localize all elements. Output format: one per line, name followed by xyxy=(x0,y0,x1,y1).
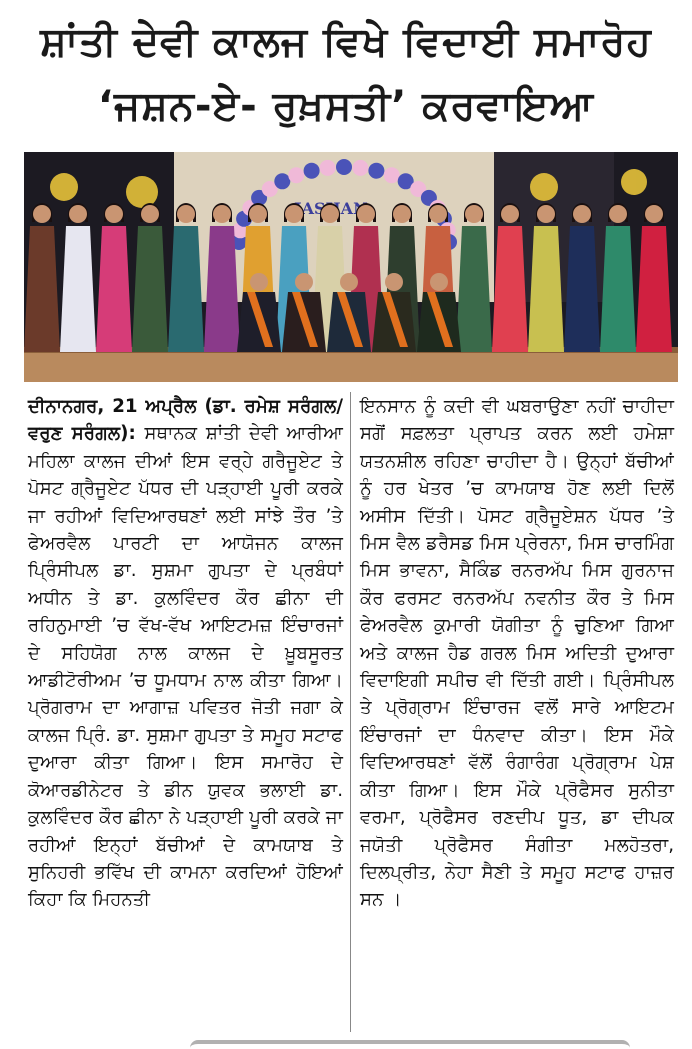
column-divider xyxy=(350,392,351,1032)
headline-line-1: ਸ਼ਾਂਤੀ ਦੇਵੀ ਕਾਲਜ ਵਿਖੇ ਵਿਦਾਈ ਸਮਾਰੋਹ xyxy=(40,19,652,65)
headline-line-2: ‘ਜਸ਼ਨ-ਏ- ਰੁਖ਼ਸਤੀ’ ਕਰਵਾਇਆ xyxy=(97,83,595,129)
balloon xyxy=(352,160,368,176)
balloon xyxy=(288,167,304,183)
group-photo-illustration xyxy=(24,152,678,382)
balloon xyxy=(274,173,290,189)
article-column-left xyxy=(28,393,343,914)
balloon xyxy=(304,163,320,179)
next-article-cutoff xyxy=(190,1040,630,1049)
balloon xyxy=(320,160,336,176)
article-column-right xyxy=(360,393,674,914)
article-body-right: ਇਨਸਾਨ ਨੂੰ ਕਦੀ ਵੀ ਘਬਰਾਉਣਾ ਨਹੀਂ ਚਾਹੀਦਾ ਸਗੋਂ ਸਫ਼ਲਤਾ ਪ੍ਰਾਪਤ ਕਰਨ ਲਈ ਹਮੇਸ਼ਾ ਯਤਨਸ਼ੀਲ ਰਹਿਣਾ ਚਾਹੀਦਾ ਹੈ। ਉਨ੍ਹਾਂ ਬੱਚੀਆਂ ਨੂੰ ਹਰ ਖੇਤਰ ’ਚ ਕਾਮਯਾਬ ਹੋਣ ਲਈ ਦਿਲੋਂ ਅਸੀਸ ਦਿੱਤੀ। ਪੋਸਟ ਗ੍ਰੈਜੂਏਸ਼ਨ ਪੱਧਰ ’ਤੇ ਮਿਸ ਵੈਲ ਡਰੈਸਡ ਮਿਸ ਪ੍ਰੇਰਨਾ, ਮਿਸ ਚਾਰਮਿੰਗ ਮਿਸ ਭਾਵਨਾ, ਸੈਕਿੰਡ ਰਨਰਅੱਪ ਮਿਸ ਗੁਰਨਾਜ ਕੌਰ ਫਰਸਟ ਰਨਰਅੱਪ ਨਵਨੀਤ ਕੌਰ ਤੇ ਮਿਸ ਫੇਅਰਵੈਲ ਕੁਮਾਰੀ ਯੋਗੀਤਾ ਨੂੰ ਚੁਣਿਆ ਗਿਆ ਅਤੇ ਕਾਲਜ ਹੈਡ ਗਰਲ ਮਿਸ ਅਦਿਤੀ ਦੁਆਰਾ ਵਿਦਾਇਗੀ ਸਪੀਚ ਵੀ ਦਿੱਤੀ ਗਈ। ਪ੍ਰਿੰਸੀਪਲ ਤੇ ਪ੍ਰੋਗ੍ਰਾਮ ਇੰਚਾਰਜ ਵਲੋਂ ਸਾਰੇ ਆਇਟਮ ਇੰਚਾਰਜਾਂ ਦਾ ਧੰਨਵਾਦ ਕੀਤਾ। ਇਸ ਮੌਕੇ ਵਿਦਿਆਰਥਣਾਂ ਵੱਲੋਂ ਰੰਗਾਰੰਗ ਪ੍ਰੋਗ੍ਰਾਮ ਪੇਸ਼ ਕੀਤਾ ਗਿਆ। ਇਸ ਮੌਕੇ ਪ੍ਰੋਫੈਸਰ ਸੁਨੀਤਾ ਵਰਮਾ, ਪ੍ਰੋਫੈਸਰ ਰਣਦੀਪ ਧੂਤ, ਡਾ ਦੀਪਕ ਜਯੋਤੀ ਪ੍ਰੋਫੈਸਰ ਸੰਗੀਤਾ ਮਲਹੋਤਰਾ, ਦਿਲਪ੍ਰੀਤ, ਨੇਹਾ ਸੈਣੀ ਤੇ ਸਮੂਹ ਸਟਾਫ ਹਾਜ਼ਰ ਸਨ । xyxy=(360,396,674,911)
event-photo xyxy=(24,152,678,382)
article-body-left: ਸਥਾਨਕ ਸ਼ਾਂਤੀ ਦੇਵੀ ਆਰੀਆ ਮਹਿਲਾ ਕਾਲਜ ਦੀਆਂ ਇਸ ਵਰ੍ਹੇ ਗਰੈਜੂਏਟ ਤੇ ਪੋਸਟ ਗ੍ਰੈਜੂਏਟ ਪੱਧਰ ਦੀ ਪੜ੍ਹਾਈ ਪੂਰੀ ਕਰਕੇ ਜਾ ਰਹੀਆਂ ਵਿਦਿਆਰਥਣਾਂ ਲਈ ਸਾਂਝੇ ਤੌਰ ’ਤੇ ਫੇਅਰਵੈਲ ਪਾਰਟੀ ਦਾ ਆਯੋਜਨ ਕਾਲਜ ਪ੍ਰਿੰਸੀਪਲ ਡਾ. ਸੁਸ਼ਮਾ ਗੁਪਤਾ ਦੇ ਪ੍ਰਬੰਧਾਂ ਅਧੀਨ ਤੇ ਡਾ. ਕੁਲਵਿੰਦਰ ਕੌਰ ਛੀਨਾ ਦੀ ਰਹਿਨੁਮਾਈ ’ਚ ਵੱਖ-ਵੱਖ ਆਇਟਮਜ਼ ਇੰਚਾਰਜਾਂ ਦੇ ਸਹਿਯੋਗ ਨਾਲ ਕਾਲਜ ਦੇ ਖ਼ੂਬਸੂਰਤ ਆਡੀਟੋਰੀਅਮ ’ਚ ਧੂਮਧਾਮ ਨਾਲ ਕੀਤਾ ਗਿਆ। ਪ੍ਰੋਗਰਾਮ ਦਾ ਆਗਾਜ਼ ਪਵਿਤਰ ਜੋਤੀ ਜਗਾ ਕੇ ਕਾਲਜ ਪ੍ਰਿੰ. ਡਾ. ਸੁਸ਼ਮਾ ਗੁਪਤਾ ਤੇ ਸਮੂਹ ਸਟਾਫ ਦੁਆਰਾ ਕੀਤਾ ਗਿਆ। ਇਸ ਸਮਾਰੋਹ ਦੇ ਕੋਆਰਡੀਨੇਟਰ ਤੇ ਡੀਨ ਯੁਵਕ ਭਲਾਈ ਡਾ. ਕੁਲਵਿੰਦਰ ਕੌਰ ਛੀਨਾ ਨੇ ਪੜ੍ਹਾਈ ਪੂਰੀ ਕਰਕੇ ਜਾ ਰਹੀਆਂ ਇਨ੍ਹਾਂ ਬੱਚੀਆਂ ਦੇ ਕਾਮਯਾਬ ਤੇ ਸੁਨਿਹਰੀ ਭਵਿੱਖ ਦੀ ਕਾਮਨਾ ਕਰਦਿਆਂ ਹੋਇਆਂ ਕਿਹਾ ਕਿ ਮਿਹਨਤੀ xyxy=(28,423,344,911)
balloon xyxy=(368,163,384,179)
balloon xyxy=(384,167,400,183)
balloon xyxy=(336,159,352,175)
article-dateline: ਦੀਨਾਨਗਰ, 21 ਅਪ੍ਰੈਲ (ਡਾ. ਰਮੇਸ਼ ਸਰੰਗਲ/ਵਰੁਣ ਸਰੰਗਲ): xyxy=(28,396,343,445)
